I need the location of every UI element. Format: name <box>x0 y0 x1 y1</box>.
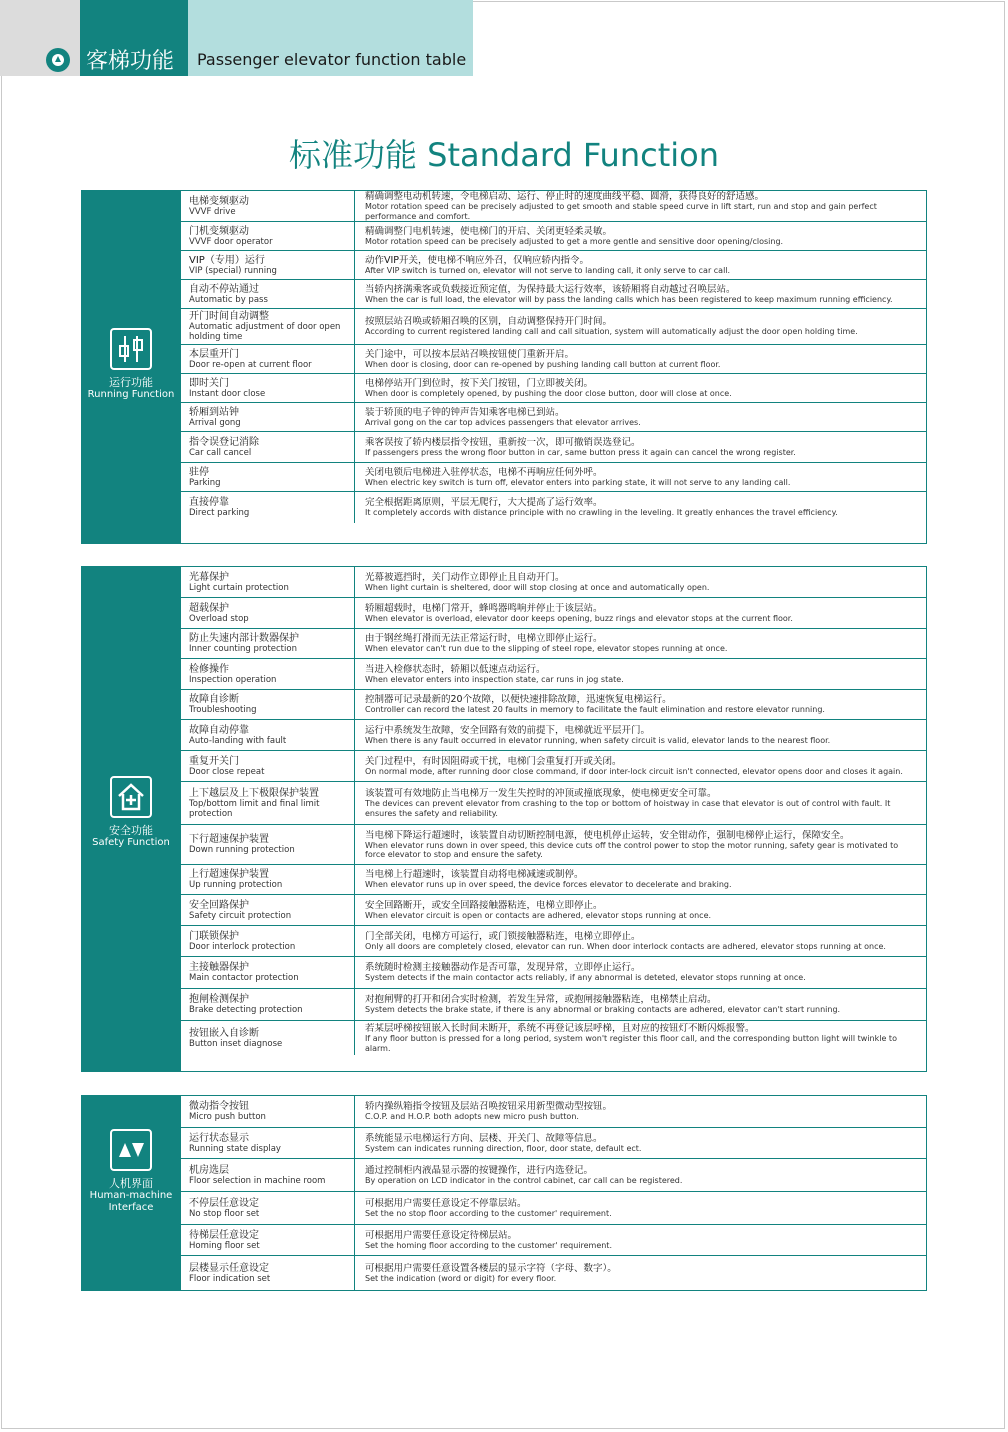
function-name-cell <box>181 403 355 431</box>
function-name-en: Safety circuit protection <box>189 910 292 921</box>
function-name-cn: 抱闸检测保护 <box>189 994 249 1005</box>
header-en-title: Passenger elevator function table <box>197 50 467 69</box>
function-desc-cell <box>355 659 926 689</box>
function-name-cn: VIP（专用）运行 <box>189 254 265 266</box>
function-row <box>181 598 926 629</box>
function-name-cell <box>181 374 355 402</box>
function-row <box>181 926 926 957</box>
function-name-cn: 驻停 <box>189 466 209 478</box>
function-desc-cell <box>355 251 926 279</box>
function-desc-cell <box>355 345 926 373</box>
function-desc-en: When elevator runs up in over speed, the device forces elevator to decelerate and braking. <box>365 880 732 890</box>
function-name-cn: 主接触器保护 <box>189 962 249 973</box>
function-row <box>181 432 926 463</box>
function-row <box>181 989 926 1021</box>
function-row <box>181 1128 926 1159</box>
function-name-cell <box>181 463 355 491</box>
function-name-cell <box>181 895 355 925</box>
function-name-en: Overload stop <box>189 613 249 624</box>
function-row <box>181 463 926 492</box>
function-name-en: Instant door close <box>189 388 266 399</box>
function-name-cell <box>181 1096 355 1127</box>
function-desc-cn: 由于钢丝绳打滑而无法正常运行时，电梯立即停止运行。 <box>365 633 603 645</box>
function-desc-cn: 关门过程中，有时因阻碍或干扰，电梯门会重复打开或关闭。 <box>365 755 622 767</box>
function-desc-cell <box>355 1021 926 1055</box>
house-plus-icon <box>110 776 152 818</box>
section-label <box>81 190 181 544</box>
function-name-cn: 重复开关门 <box>189 755 239 767</box>
human-machine-interface-section <box>81 1095 927 1291</box>
function-row <box>181 309 926 345</box>
function-desc-en: Controller can record the latest 20 faults in memory to facilitate the fault elimination and restore elevator running. <box>365 705 825 715</box>
function-desc-en: System detects if the main contactor acts reliably, if any abnormal is deteted, elevator stops running at once. <box>365 973 806 983</box>
function-name-cell <box>181 926 355 956</box>
function-row <box>181 567 926 598</box>
function-rows <box>181 190 927 544</box>
function-name-cn: 门机变频驱动 <box>189 225 249 237</box>
function-desc-en: If any floor button is pressed for a long period, system won't register this floor call, and the corresponding button light will twinkle to alarm. <box>365 1034 897 1053</box>
function-desc-cell <box>355 825 926 864</box>
function-row <box>181 957 926 989</box>
function-rows <box>181 1095 927 1291</box>
function-name-cell <box>181 492 355 523</box>
function-row <box>181 1225 926 1256</box>
function-name-cell <box>181 280 355 308</box>
function-desc-cell <box>355 957 926 988</box>
function-desc-en: When elevator is overload, elevator door keeps opening, buzz rings and elevator stops at the current floor. <box>365 613 793 623</box>
function-name-cn: 按钮嵌入自诊断 <box>189 1027 259 1039</box>
function-desc-cn: 对抱闸臂的打开和闭合实时检测，若发生异常，或抱闸接触器粘连，电梯禁止启动。 <box>365 994 717 1006</box>
function-name-cell <box>181 191 355 221</box>
section-cn-name: 运行功能 <box>109 376 153 389</box>
function-desc-cell <box>355 690 926 719</box>
function-desc-en: Set the homing floor according to the customer' requirement. <box>365 1240 612 1250</box>
function-desc-en: System can indicates running direction, floor, door state, default ect. <box>365 1143 642 1153</box>
function-name-cn: 微动指令按钮 <box>189 1101 249 1112</box>
function-desc-cell <box>355 751 926 781</box>
function-desc-cell <box>355 432 926 462</box>
function-row <box>181 825 926 865</box>
function-name-cell <box>181 1192 355 1224</box>
function-name-en: Parking <box>189 477 221 488</box>
function-desc-cn: 精确调整门电机转速，使电梯门的开启、关闭更轻柔灵敏。 <box>365 225 613 237</box>
function-name-cell <box>181 251 355 279</box>
function-row <box>181 720 926 751</box>
function-name-en: VVVF door operator <box>189 236 273 247</box>
function-name-cn: 机房选层 <box>189 1164 229 1176</box>
function-desc-cn: 当轿内挤满乘客或负载接近预定值，为保持最大运行效率，该轿厢将自动越过召唤层站。 <box>365 283 736 295</box>
function-desc-en: Motor rotation speed can be precisely adjusted to get smooth and stable speed curve in lift start, run and stop and gain perfect performance and comfort. <box>365 202 877 221</box>
header-cn-title: 客梯功能 <box>86 49 175 74</box>
function-name-en: Door close repeat <box>189 766 265 777</box>
function-name-cell <box>181 1159 355 1191</box>
function-name-cell <box>181 690 355 719</box>
section-label <box>81 566 181 1072</box>
function-name-en: VIP (special) running <box>189 265 277 276</box>
function-desc-cn: 关门途中，可以按本层站召唤按钮使门重新开启。 <box>365 348 575 360</box>
function-name-en: Homing floor set <box>189 1240 260 1251</box>
function-name-en: Door interlock protection <box>189 941 296 952</box>
function-name-en: Button inset diagnose <box>189 1038 283 1049</box>
function-name-en: Automatic adjustment of door open holding time <box>189 322 341 342</box>
function-name-en: Automatic by pass <box>189 294 268 305</box>
function-desc-cell <box>355 895 926 925</box>
function-name-en: Light curtain protection <box>189 582 289 593</box>
function-name-cn: 待梯层任意设定 <box>189 1229 259 1241</box>
function-name-cn: 本层重开门 <box>189 348 239 360</box>
function-desc-en: By operation on LCD indicator in the control cabinet, car call can be registered. <box>365 1175 683 1185</box>
function-desc-cn: 关闭电锁后电梯进入驻停状态，电梯不再响应任何外呼。 <box>365 466 603 478</box>
function-name-cn: 不停层任意设定 <box>189 1197 259 1209</box>
function-name-cell <box>181 567 355 597</box>
function-row <box>181 782 926 825</box>
function-row <box>181 629 926 659</box>
function-name-en: Brake detecting protection <box>189 1005 303 1015</box>
function-desc-en: Arrival gong on the car top advices passengers that elevator arrives. <box>365 417 641 427</box>
section-en-name: Human-machine Interface <box>89 1190 173 1213</box>
function-row <box>181 895 926 926</box>
function-desc-cn: 可根据用户需要任意设定不停靠层站。 <box>365 1197 527 1209</box>
function-desc-cn: 系统能显示电梯运行方向、层楼、开关门、故障等信息。 <box>365 1132 603 1144</box>
function-desc-cell <box>355 1192 926 1224</box>
function-name-en: Door re-open at current floor <box>189 359 312 370</box>
function-name-cn: 层楼显示任意设定 <box>189 1262 269 1274</box>
function-name-cell <box>181 659 355 689</box>
function-row <box>181 403 926 432</box>
function-name-cn: 运行状态显示 <box>189 1132 249 1144</box>
function-desc-en: When door is closing, door can re-opened by pushing landing call button at current floor. <box>365 359 721 369</box>
function-name-cell <box>181 1256 355 1290</box>
function-desc-cell <box>355 191 926 221</box>
function-name-en: No stop floor set <box>189 1208 260 1219</box>
function-desc-en: The devices can prevent elevator from crashing to the top or bottom of hoistway in case that elevator is out of control with fault. It ensures the safety and reliability. <box>365 799 891 818</box>
function-desc-en: When elevator circuit is open or contacts are adhered, elevator stops running at once. <box>365 910 712 920</box>
elevator-shaft-icon <box>110 328 152 370</box>
function-name-cn: 故障自诊断 <box>189 694 239 705</box>
function-name-cell <box>181 1225 355 1255</box>
function-desc-cn: 动作VIP开关，使电梯不响应外召，仅响应轿内指令。 <box>365 254 590 266</box>
function-row <box>181 690 926 720</box>
function-name-cn: 检修操作 <box>189 663 229 675</box>
function-desc-cn: 轿内操纵箱指令按钮及层站召唤按钮采用新型微动型按钮。 <box>365 1101 613 1113</box>
function-name-en: Up running protection <box>189 880 283 890</box>
function-name-en: Car call cancel <box>189 447 252 458</box>
function-desc-en: C.O.P. and H.O.P. both adopts new micro push button. <box>365 1112 579 1122</box>
function-desc-en: Set the no stop floor according to the customer' requirement. <box>365 1208 612 1218</box>
function-name-cn: 轿厢到站钟 <box>189 406 239 418</box>
function-desc-en: According to current registered landing call and call situation, system will automatically adjust the door open holding time. <box>365 327 858 337</box>
function-name-cell <box>181 865 355 894</box>
function-name-cell <box>181 825 355 864</box>
function-name-en: Auto-landing with fault <box>189 735 287 746</box>
function-desc-cn: 乘客误按了轿内楼层指令按钮，重新按一次，即可撤销误选登记。 <box>365 436 641 448</box>
function-name-cell <box>181 957 355 988</box>
function-row <box>181 1159 926 1192</box>
function-row <box>181 280 926 309</box>
function-name-cn: 自动不停站通过 <box>189 283 259 295</box>
function-name-en: Micro push button <box>189 1112 266 1122</box>
function-desc-cell <box>355 1159 926 1191</box>
function-desc-en: When electric key switch is turn off, elevator enters into parking state, it will not serve to any landing call. <box>365 477 791 487</box>
function-desc-en: When light curtain is sheltered, door will stop closing at once and automatically open. <box>365 582 710 592</box>
function-row <box>181 251 926 280</box>
function-desc-cell <box>355 720 926 750</box>
function-desc-cell <box>355 926 926 956</box>
function-name-cell <box>181 309 355 344</box>
function-name-cell <box>181 989 355 1020</box>
function-row <box>181 1256 926 1290</box>
function-desc-cn: 当电梯下降运行超速时，该装置自动切断控制电源，使电机停止运转，安全钳动作，强制电梯停止运行，保障安全。 <box>365 829 850 841</box>
function-desc-cell <box>355 463 926 491</box>
function-name-cell <box>181 1021 355 1055</box>
function-name-cn: 上行超速保护装置 <box>189 869 269 880</box>
function-name-cn: 电梯变频驱动 <box>189 195 249 207</box>
section-en-name: Safety Function <box>92 837 170 848</box>
function-name-cn: 安全回路保护 <box>189 899 249 911</box>
function-desc-en: When there is any fault occurred in elevator running, when safety circuit is valid, elevator lands to the nearest floor. <box>365 735 831 745</box>
function-desc-cn: 运行中系统发生故障，安全回路有效的前提下，电梯就近平层开门。 <box>365 724 651 736</box>
function-desc-en: When elevator can't run due to the slipping of steel rope, elevator stopes running at once. <box>365 644 728 654</box>
function-desc-cell <box>355 782 926 824</box>
function-desc-en: When the car is full load, the elevator will by pass the landing calls which has been registered to keep maximum running efficiency. <box>365 294 893 304</box>
function-desc-cn: 系统随时检测主接触器动作是否可靠，发现异常，立即停止运行。 <box>365 962 641 974</box>
function-desc-en: If passengers press the wrong floor button in car, same button press it again can cancel the wrong register. <box>365 447 796 457</box>
up-down-arrows-icon <box>110 1129 152 1171</box>
function-name-cell <box>181 782 355 824</box>
function-name-cell <box>181 629 355 658</box>
section-cn-name: 人机界面 <box>109 1177 153 1190</box>
function-desc-en: System detects the brake state, if there is any abnormal or braking contacts are adhered, elevator can't start running. <box>365 1005 841 1015</box>
function-row <box>181 492 926 523</box>
function-row <box>181 345 926 374</box>
function-desc-cell <box>355 492 926 523</box>
function-row <box>181 659 926 690</box>
section-label <box>81 1095 181 1291</box>
function-row <box>181 1021 926 1055</box>
function-name-cn: 光幕保护 <box>189 571 229 583</box>
function-name-en: Down running protection <box>189 845 295 855</box>
function-desc-cn: 完全根据距离原则，平层无爬行，大大提高了运行效率。 <box>365 497 603 509</box>
function-desc-cn: 门全部关闭，电梯方可运行，或门锁接触器粘连，电梯立即停止。 <box>365 930 641 942</box>
function-name-cell <box>181 751 355 781</box>
function-name-cn: 开门时间自动调整 <box>189 311 269 322</box>
function-desc-cell <box>355 1256 926 1290</box>
function-row <box>181 1096 926 1128</box>
function-desc-en: Set the indication (word or digit) for every floor. <box>365 1273 557 1283</box>
function-name-cell <box>181 1128 355 1158</box>
function-desc-en: After VIP switch is turned on, elevator will not serve to landing call, it only serve to car call. <box>365 265 731 275</box>
function-desc-cell <box>355 1096 926 1127</box>
function-desc-cell <box>355 309 926 344</box>
section-en-name: Running Function <box>87 389 175 400</box>
function-desc-en: When elevator runs down in over speed, this device cuts off the control power to stop the motor running, safety gear is motivated to force elevator to stop and ensure the safety. <box>365 840 899 859</box>
function-desc-cn: 若某层呼梯按钮嵌入长时间未断开，系统不再登记该层呼梯，且对应的按钮灯不断闪烁报警。 <box>365 1023 755 1034</box>
function-desc-en: Motor rotation speed can be precisely adjusted to get a more gentle and sensitive door opening/closing. <box>365 236 784 246</box>
function-name-cell <box>181 720 355 750</box>
function-name-cell <box>181 598 355 628</box>
function-row <box>181 1192 926 1225</box>
function-desc-cn: 安全回路断开，或安全回路接触器粘连，电梯立即停止。 <box>365 899 603 911</box>
function-desc-en: On normal mode, after running door close command, if door inter-lock circuit isn't connected, elevator opens door and closes it again. <box>365 766 903 776</box>
function-desc-cell <box>355 1225 926 1255</box>
function-desc-cn: 电梯停站开门到位时，按下关门按钮，门立即被关闭。 <box>365 377 594 389</box>
function-desc-cell <box>355 374 926 402</box>
function-desc-cn: 按照层站召唤或轿厢召唤的区别，自动调整保持开门时间。 <box>365 316 613 328</box>
safety-function-section <box>81 566 927 1072</box>
function-desc-cell <box>355 403 926 431</box>
function-row <box>181 374 926 403</box>
function-desc-cell <box>355 222 926 250</box>
function-name-cell <box>181 432 355 462</box>
function-name-en: VVVF drive <box>189 206 236 217</box>
function-desc-cn: 通过控制柜内液晶显示器的按键操作，进行内选登记。 <box>365 1164 594 1176</box>
function-desc-cn: 光幕被遮挡时，关门动作立即停止且自动开门。 <box>365 571 565 583</box>
function-row <box>181 191 926 222</box>
function-rows <box>181 566 927 1072</box>
function-name-en: Arrival gong <box>189 417 241 428</box>
function-desc-cn: 当电梯上行超速时，该装置自动将电梯减速或制停。 <box>365 869 584 881</box>
function-desc-en: Only all doors are completely closed, elevator can run. When door interlock contacts are adhered, elevator stops running at once. <box>365 941 886 951</box>
function-desc-cell <box>355 1128 926 1158</box>
function-desc-cell <box>355 567 926 597</box>
function-desc-cell <box>355 629 926 658</box>
function-name-en: Troubleshooting <box>189 705 257 715</box>
function-desc-cell <box>355 989 926 1020</box>
function-desc-cn: 轿厢超载时，电梯门常开，蜂鸣器鸣响并停止于该层站。 <box>365 602 603 614</box>
function-name-cn: 门联锁保护 <box>189 930 239 942</box>
function-name-cn: 即时关门 <box>189 377 229 389</box>
function-desc-cell <box>355 598 926 628</box>
function-name-en: Floor selection in machine room <box>189 1175 326 1186</box>
function-desc-cell <box>355 280 926 308</box>
function-name-en: Inspection operation <box>189 674 277 685</box>
function-desc-cn: 装于轿顶的电子钟的钟声告知乘客电梯已到站。 <box>365 406 565 418</box>
function-name-en: Direct parking <box>189 508 250 518</box>
function-name-cell <box>181 222 355 250</box>
function-name-en: Running state display <box>189 1143 281 1154</box>
function-desc-cn: 当进入检修状态时，轿厢以低速点动运行。 <box>365 663 546 675</box>
function-name-en: Floor indication set <box>189 1273 271 1284</box>
function-desc-cn: 可根据用户需要任意设置各楼层的显示字符（字母、数字）。 <box>365 1262 617 1274</box>
function-name-en: Inner counting protection <box>189 644 297 654</box>
function-name-cn: 防止失速内部计数器保护 <box>189 633 299 644</box>
function-name-cn: 下行超速保护装置 <box>189 834 269 845</box>
function-desc-cn: 精确调整电动机转速，令电梯启动、运行、停止时的速度曲线平稳、圆滑，获得良好的舒适感。 <box>365 191 765 202</box>
function-desc-cell <box>355 865 926 894</box>
caret-up-circle-icon <box>46 48 70 72</box>
function-desc-en: When door is completely opened, by pushing the door close button, door will close at once. <box>365 388 732 398</box>
page-title: 标准功能 Standard Function <box>288 136 720 174</box>
function-name-cn: 指令误登记消除 <box>189 436 259 448</box>
function-desc-en: It completely accords with distance principle with no crawling in the leveling. It greatly enhances the travel efficiency. <box>365 508 838 518</box>
function-name-cell <box>181 345 355 373</box>
function-name-cn: 直接停靠 <box>189 497 229 508</box>
function-name-cn: 上下越层及上下极限保护装置 <box>189 787 319 799</box>
function-row <box>181 751 926 782</box>
function-name-en: Main contactor protection <box>189 973 299 983</box>
function-row <box>181 865 926 895</box>
function-name-en: Top/bottom limit and final limit protection <box>189 798 320 819</box>
function-desc-cn: 控制器可记录最新的20个故障，以便快速排除故障，迅速恢复电梯运行。 <box>365 694 672 706</box>
running-function-section <box>81 190 927 544</box>
function-desc-cn: 可根据用户需要任意设定待梯层站。 <box>365 1229 518 1241</box>
function-row <box>181 222 926 251</box>
function-desc-cn: 该装置可有效地防止当电梯万一发生失控时的冲顶或撞底现象，使电梯更安全可靠。 <box>365 788 717 799</box>
function-desc-en: When elevator enters into inspection state, car runs in jog state. <box>365 674 624 684</box>
function-name-cn: 超载保护 <box>189 602 229 614</box>
section-cn-name: 安全功能 <box>109 824 153 837</box>
function-name-cn: 故障自动停靠 <box>189 724 249 736</box>
